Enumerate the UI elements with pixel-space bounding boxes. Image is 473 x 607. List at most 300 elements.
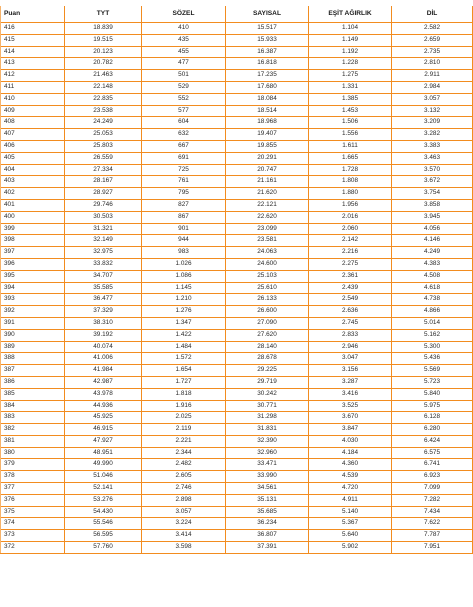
cell-sozel: 1.086 [142, 270, 226, 282]
cell-puan: 390 [1, 329, 65, 341]
column-header-sozel: SÖZEL [142, 6, 226, 23]
cell-tyt: 48.951 [65, 447, 142, 459]
cell-dil: 3.754 [392, 188, 473, 200]
table-row [1, 376, 473, 388]
cell-sozel: 501 [142, 70, 226, 82]
cell-sozel: 901 [142, 223, 226, 235]
cell-dil: 5.723 [392, 376, 473, 388]
cell-tyt: 47.927 [65, 435, 142, 447]
cell-sozel: 455 [142, 46, 226, 58]
cell-sayisal: 33.471 [226, 459, 309, 471]
cell-tyt: 25.053 [65, 129, 142, 141]
cell-puan: 396 [1, 258, 65, 270]
cell-sozel: 944 [142, 235, 226, 247]
cell-esit-agirlik: 3.047 [309, 353, 392, 365]
cell-sozel: 983 [142, 247, 226, 259]
table-row [1, 140, 473, 152]
cell-dil: 4.249 [392, 247, 473, 259]
cell-tyt: 43.978 [65, 388, 142, 400]
column-header-dil: DİL [392, 6, 473, 23]
cell-esit-agirlik: 4.184 [309, 447, 392, 459]
cell-puan: 416 [1, 23, 65, 35]
cell-esit-agirlik: 3.847 [309, 424, 392, 436]
cell-tyt: 34.707 [65, 270, 142, 282]
cell-sayisal: 23.581 [226, 235, 309, 247]
cell-esit-agirlik: 3.287 [309, 376, 392, 388]
cell-puan: 405 [1, 152, 65, 164]
cell-sayisal: 24.600 [226, 258, 309, 270]
table-row [1, 235, 473, 247]
cell-sozel: 2.482 [142, 459, 226, 471]
cell-dil: 3.570 [392, 164, 473, 176]
cell-dil: 4.146 [392, 235, 473, 247]
table-row [1, 199, 473, 211]
cell-tyt: 18.839 [65, 23, 142, 35]
cell-tyt: 26.559 [65, 152, 142, 164]
cell-esit-agirlik: 1.956 [309, 199, 392, 211]
cell-tyt: 33.832 [65, 258, 142, 270]
cell-dil: 4.738 [392, 294, 473, 306]
cell-sayisal: 17.680 [226, 81, 309, 93]
cell-sayisal: 31.831 [226, 424, 309, 436]
cell-sayisal: 25.103 [226, 270, 309, 282]
table-row [1, 530, 473, 542]
cell-tyt: 49.990 [65, 459, 142, 471]
cell-dil: 2.984 [392, 81, 473, 93]
cell-esit-agirlik: 2.216 [309, 247, 392, 259]
cell-tyt: 52.141 [65, 483, 142, 495]
cell-puan: 374 [1, 518, 65, 530]
cell-dil: 3.463 [392, 152, 473, 164]
cell-tyt: 20.123 [65, 46, 142, 58]
cell-puan: 404 [1, 164, 65, 176]
cell-puan: 385 [1, 388, 65, 400]
cell-esit-agirlik: 1.331 [309, 81, 392, 93]
cell-sozel: 2.221 [142, 435, 226, 447]
cell-puan: 398 [1, 235, 65, 247]
table-row [1, 306, 473, 318]
cell-dil: 6.923 [392, 471, 473, 483]
cell-esit-agirlik: 3.156 [309, 365, 392, 377]
cell-tyt: 51.046 [65, 471, 142, 483]
cell-puan: 402 [1, 188, 65, 200]
cell-esit-agirlik: 1.385 [309, 93, 392, 105]
cell-puan: 377 [1, 483, 65, 495]
cell-sayisal: 22.121 [226, 199, 309, 211]
cell-sayisal: 21.620 [226, 188, 309, 200]
table-row [1, 81, 473, 93]
cell-esit-agirlik: 2.636 [309, 306, 392, 318]
table-row [1, 494, 473, 506]
cell-sayisal: 31.298 [226, 412, 309, 424]
cell-tyt: 22.835 [65, 93, 142, 105]
cell-tyt: 53.276 [65, 494, 142, 506]
cell-tyt: 29.746 [65, 199, 142, 211]
cell-dil: 4.383 [392, 258, 473, 270]
cell-esit-agirlik: 5.140 [309, 506, 392, 518]
table-row [1, 424, 473, 436]
cell-sayisal: 35.131 [226, 494, 309, 506]
cell-sozel: 1.654 [142, 365, 226, 377]
cell-tyt: 28.167 [65, 176, 142, 188]
cell-sozel: 3.224 [142, 518, 226, 530]
table-row [1, 353, 473, 365]
table-row [1, 435, 473, 447]
cell-puan: 408 [1, 117, 65, 129]
cell-dil: 6.741 [392, 459, 473, 471]
cell-sayisal: 16.818 [226, 58, 309, 70]
cell-tyt: 38.310 [65, 317, 142, 329]
cell-sayisal: 16.387 [226, 46, 309, 58]
cell-sozel: 1.484 [142, 341, 226, 353]
cell-esit-agirlik: 2.142 [309, 235, 392, 247]
cell-puan: 382 [1, 424, 65, 436]
cell-puan: 411 [1, 81, 65, 93]
cell-esit-agirlik: 4.720 [309, 483, 392, 495]
cell-dil: 6.575 [392, 447, 473, 459]
cell-sayisal: 33.990 [226, 471, 309, 483]
cell-esit-agirlik: 2.016 [309, 211, 392, 223]
cell-sayisal: 18.084 [226, 93, 309, 105]
table-header [1, 6, 473, 23]
cell-sozel: 3.598 [142, 542, 226, 554]
cell-puan: 378 [1, 471, 65, 483]
cell-puan: 392 [1, 306, 65, 318]
cell-dil: 5.840 [392, 388, 473, 400]
table-body [1, 23, 473, 554]
cell-esit-agirlik: 2.060 [309, 223, 392, 235]
cell-sayisal: 20.291 [226, 152, 309, 164]
cell-esit-agirlik: 1.453 [309, 105, 392, 117]
table-row [1, 471, 473, 483]
column-header-tyt: TYT [65, 6, 142, 23]
cell-esit-agirlik: 1.506 [309, 117, 392, 129]
cell-tyt: 45.925 [65, 412, 142, 424]
cell-sozel: 2.746 [142, 483, 226, 495]
cell-esit-agirlik: 1.880 [309, 188, 392, 200]
cell-dil: 7.099 [392, 483, 473, 495]
cell-esit-agirlik: 1.665 [309, 152, 392, 164]
cell-dil: 2.582 [392, 23, 473, 35]
table-row [1, 23, 473, 35]
cell-esit-agirlik: 1.192 [309, 46, 392, 58]
cell-dil: 3.672 [392, 176, 473, 188]
cell-sozel: 435 [142, 34, 226, 46]
cell-sozel: 1.210 [142, 294, 226, 306]
cell-dil: 2.735 [392, 46, 473, 58]
cell-sayisal: 29.225 [226, 365, 309, 377]
header-row [1, 6, 473, 23]
cell-dil: 5.300 [392, 341, 473, 353]
cell-sayisal: 18.968 [226, 117, 309, 129]
table-row [1, 388, 473, 400]
table-row [1, 105, 473, 117]
cell-puan: 410 [1, 93, 65, 105]
cell-puan: 375 [1, 506, 65, 518]
cell-sozel: 761 [142, 176, 226, 188]
cell-dil: 4.508 [392, 270, 473, 282]
cell-sozel: 3.414 [142, 530, 226, 542]
cell-sayisal: 26.600 [226, 306, 309, 318]
cell-puan: 373 [1, 530, 65, 542]
cell-puan: 383 [1, 412, 65, 424]
cell-sayisal: 19.855 [226, 140, 309, 152]
cell-puan: 376 [1, 494, 65, 506]
cell-sayisal: 20.747 [226, 164, 309, 176]
cell-sozel: 2.344 [142, 447, 226, 459]
cell-puan: 406 [1, 140, 65, 152]
table-row [1, 258, 473, 270]
cell-dil: 3.057 [392, 93, 473, 105]
cell-puan: 397 [1, 247, 65, 259]
cell-tyt: 39.192 [65, 329, 142, 341]
cell-dil: 5.569 [392, 365, 473, 377]
cell-sayisal: 34.561 [226, 483, 309, 495]
cell-sozel: 529 [142, 81, 226, 93]
cell-sozel: 604 [142, 117, 226, 129]
cell-esit-agirlik: 1.728 [309, 164, 392, 176]
cell-tyt: 41.006 [65, 353, 142, 365]
cell-dil: 4.056 [392, 223, 473, 235]
cell-tyt: 25.803 [65, 140, 142, 152]
cell-puan: 413 [1, 58, 65, 70]
table-row [1, 176, 473, 188]
cell-dil: 3.282 [392, 129, 473, 141]
cell-sayisal: 30.771 [226, 400, 309, 412]
cell-tyt: 22.148 [65, 81, 142, 93]
cell-puan: 407 [1, 129, 65, 141]
cell-puan: 393 [1, 294, 65, 306]
cell-tyt: 27.334 [65, 164, 142, 176]
table-row [1, 58, 473, 70]
cell-dil: 3.209 [392, 117, 473, 129]
table-row [1, 317, 473, 329]
cell-esit-agirlik: 1.104 [309, 23, 392, 35]
table-row [1, 211, 473, 223]
cell-dil: 6.424 [392, 435, 473, 447]
cell-esit-agirlik: 2.361 [309, 270, 392, 282]
table-row [1, 518, 473, 530]
cell-puan: 401 [1, 199, 65, 211]
cell-sozel: 795 [142, 188, 226, 200]
cell-dil: 2.659 [392, 34, 473, 46]
cell-puan: 388 [1, 353, 65, 365]
cell-sayisal: 18.514 [226, 105, 309, 117]
cell-dil: 3.945 [392, 211, 473, 223]
cell-esit-agirlik: 5.902 [309, 542, 392, 554]
cell-sozel: 2.025 [142, 412, 226, 424]
cell-sozel: 1.572 [142, 353, 226, 365]
cell-sayisal: 23.099 [226, 223, 309, 235]
cell-esit-agirlik: 2.549 [309, 294, 392, 306]
cell-puan: 391 [1, 317, 65, 329]
cell-tyt: 44.936 [65, 400, 142, 412]
cell-sayisal: 15.517 [226, 23, 309, 35]
cell-tyt: 20.782 [65, 58, 142, 70]
table-row [1, 400, 473, 412]
cell-dil: 2.810 [392, 58, 473, 70]
cell-puan: 386 [1, 376, 65, 388]
cell-dil: 3.383 [392, 140, 473, 152]
cell-sozel: 1.276 [142, 306, 226, 318]
column-header-puan: Puan [1, 6, 65, 23]
cell-sozel: 691 [142, 152, 226, 164]
cell-sayisal: 28.678 [226, 353, 309, 365]
table-row [1, 447, 473, 459]
table-row [1, 483, 473, 495]
table-row [1, 294, 473, 306]
cell-sozel: 1.422 [142, 329, 226, 341]
table-row [1, 270, 473, 282]
cell-sayisal: 27.090 [226, 317, 309, 329]
cell-sozel: 552 [142, 93, 226, 105]
cell-puan: 415 [1, 34, 65, 46]
cell-sozel: 3.057 [142, 506, 226, 518]
cell-tyt: 42.987 [65, 376, 142, 388]
table-row [1, 164, 473, 176]
cell-sozel: 477 [142, 58, 226, 70]
table-row [1, 542, 473, 554]
cell-dil: 7.622 [392, 518, 473, 530]
cell-tyt: 46.915 [65, 424, 142, 436]
cell-esit-agirlik: 1.808 [309, 176, 392, 188]
cell-sozel: 867 [142, 211, 226, 223]
cell-sozel: 1.145 [142, 282, 226, 294]
cell-sozel: 410 [142, 23, 226, 35]
cell-tyt: 37.329 [65, 306, 142, 318]
cell-puan: 399 [1, 223, 65, 235]
cell-dil: 3.858 [392, 199, 473, 211]
cell-tyt: 57.760 [65, 542, 142, 554]
cell-sozel: 725 [142, 164, 226, 176]
table-row [1, 223, 473, 235]
table-row [1, 247, 473, 259]
cell-tyt: 28.927 [65, 188, 142, 200]
cell-esit-agirlik: 2.833 [309, 329, 392, 341]
cell-dil: 7.787 [392, 530, 473, 542]
table-row [1, 188, 473, 200]
cell-sozel: 1.347 [142, 317, 226, 329]
table-row [1, 70, 473, 82]
cell-puan: 403 [1, 176, 65, 188]
cell-esit-agirlik: 3.416 [309, 388, 392, 400]
table-row [1, 412, 473, 424]
cell-dil: 7.951 [392, 542, 473, 554]
cell-esit-agirlik: 3.525 [309, 400, 392, 412]
table-row [1, 506, 473, 518]
cell-sayisal: 15.933 [226, 34, 309, 46]
column-header-esit-agirlik: EŞİT AĞIRLIK [309, 6, 392, 23]
cell-puan: 412 [1, 70, 65, 82]
cell-tyt: 31.321 [65, 223, 142, 235]
cell-sayisal: 25.610 [226, 282, 309, 294]
cell-esit-agirlik: 5.640 [309, 530, 392, 542]
cell-tyt: 55.546 [65, 518, 142, 530]
cell-esit-agirlik: 1.275 [309, 70, 392, 82]
cell-dil: 6.128 [392, 412, 473, 424]
cell-puan: 372 [1, 542, 65, 554]
cell-puan: 384 [1, 400, 65, 412]
table-row [1, 459, 473, 471]
cell-esit-agirlik: 4.360 [309, 459, 392, 471]
cell-sayisal: 32.390 [226, 435, 309, 447]
table-row [1, 117, 473, 129]
cell-sayisal: 35.685 [226, 506, 309, 518]
table-row [1, 34, 473, 46]
cell-esit-agirlik: 2.275 [309, 258, 392, 270]
cell-puan: 414 [1, 46, 65, 58]
cell-esit-agirlik: 4.539 [309, 471, 392, 483]
cell-sozel: 632 [142, 129, 226, 141]
cell-puan: 394 [1, 282, 65, 294]
cell-dil: 7.434 [392, 506, 473, 518]
cell-sozel: 1.818 [142, 388, 226, 400]
cell-dil: 5.014 [392, 317, 473, 329]
cell-esit-agirlik: 1.149 [309, 34, 392, 46]
table-row [1, 329, 473, 341]
cell-sayisal: 36.234 [226, 518, 309, 530]
cell-sayisal: 24.063 [226, 247, 309, 259]
cell-tyt: 19.515 [65, 34, 142, 46]
cell-sayisal: 27.620 [226, 329, 309, 341]
cell-sozel: 827 [142, 199, 226, 211]
cell-tyt: 56.595 [65, 530, 142, 542]
cell-tyt: 41.984 [65, 365, 142, 377]
cell-esit-agirlik: 2.946 [309, 341, 392, 353]
table-row [1, 365, 473, 377]
cell-dil: 2.911 [392, 70, 473, 82]
cell-esit-agirlik: 1.228 [309, 58, 392, 70]
cell-sayisal: 21.161 [226, 176, 309, 188]
cell-puan: 400 [1, 211, 65, 223]
cell-dil: 4.618 [392, 282, 473, 294]
cell-sayisal: 30.242 [226, 388, 309, 400]
cell-tyt: 21.463 [65, 70, 142, 82]
cell-puan: 389 [1, 341, 65, 353]
cell-dil: 5.162 [392, 329, 473, 341]
cell-tyt: 36.477 [65, 294, 142, 306]
cell-esit-agirlik: 4.030 [309, 435, 392, 447]
table-row [1, 93, 473, 105]
cell-dil: 4.866 [392, 306, 473, 318]
cell-sayisal: 28.140 [226, 341, 309, 353]
cell-dil: 7.282 [392, 494, 473, 506]
cell-esit-agirlik: 1.556 [309, 129, 392, 141]
cell-tyt: 24.249 [65, 117, 142, 129]
cell-tyt: 35.585 [65, 282, 142, 294]
cell-puan: 387 [1, 365, 65, 377]
cell-puan: 379 [1, 459, 65, 471]
cell-sozel: 1.727 [142, 376, 226, 388]
cell-puan: 381 [1, 435, 65, 447]
cell-tyt: 54.430 [65, 506, 142, 518]
cell-sayisal: 32.960 [226, 447, 309, 459]
cell-sayisal: 19.407 [226, 129, 309, 141]
cell-sayisal: 36.807 [226, 530, 309, 542]
cell-sozel: 1.026 [142, 258, 226, 270]
cell-esit-agirlik: 1.611 [309, 140, 392, 152]
cell-esit-agirlik: 2.439 [309, 282, 392, 294]
cell-tyt: 40.074 [65, 341, 142, 353]
cell-sayisal: 26.133 [226, 294, 309, 306]
cell-sayisal: 29.719 [226, 376, 309, 388]
cell-esit-agirlik: 2.745 [309, 317, 392, 329]
table-row [1, 46, 473, 58]
cell-sayisal: 17.235 [226, 70, 309, 82]
column-header-sayisal: SAYISAL [226, 6, 309, 23]
table-row [1, 341, 473, 353]
cell-dil: 5.436 [392, 353, 473, 365]
